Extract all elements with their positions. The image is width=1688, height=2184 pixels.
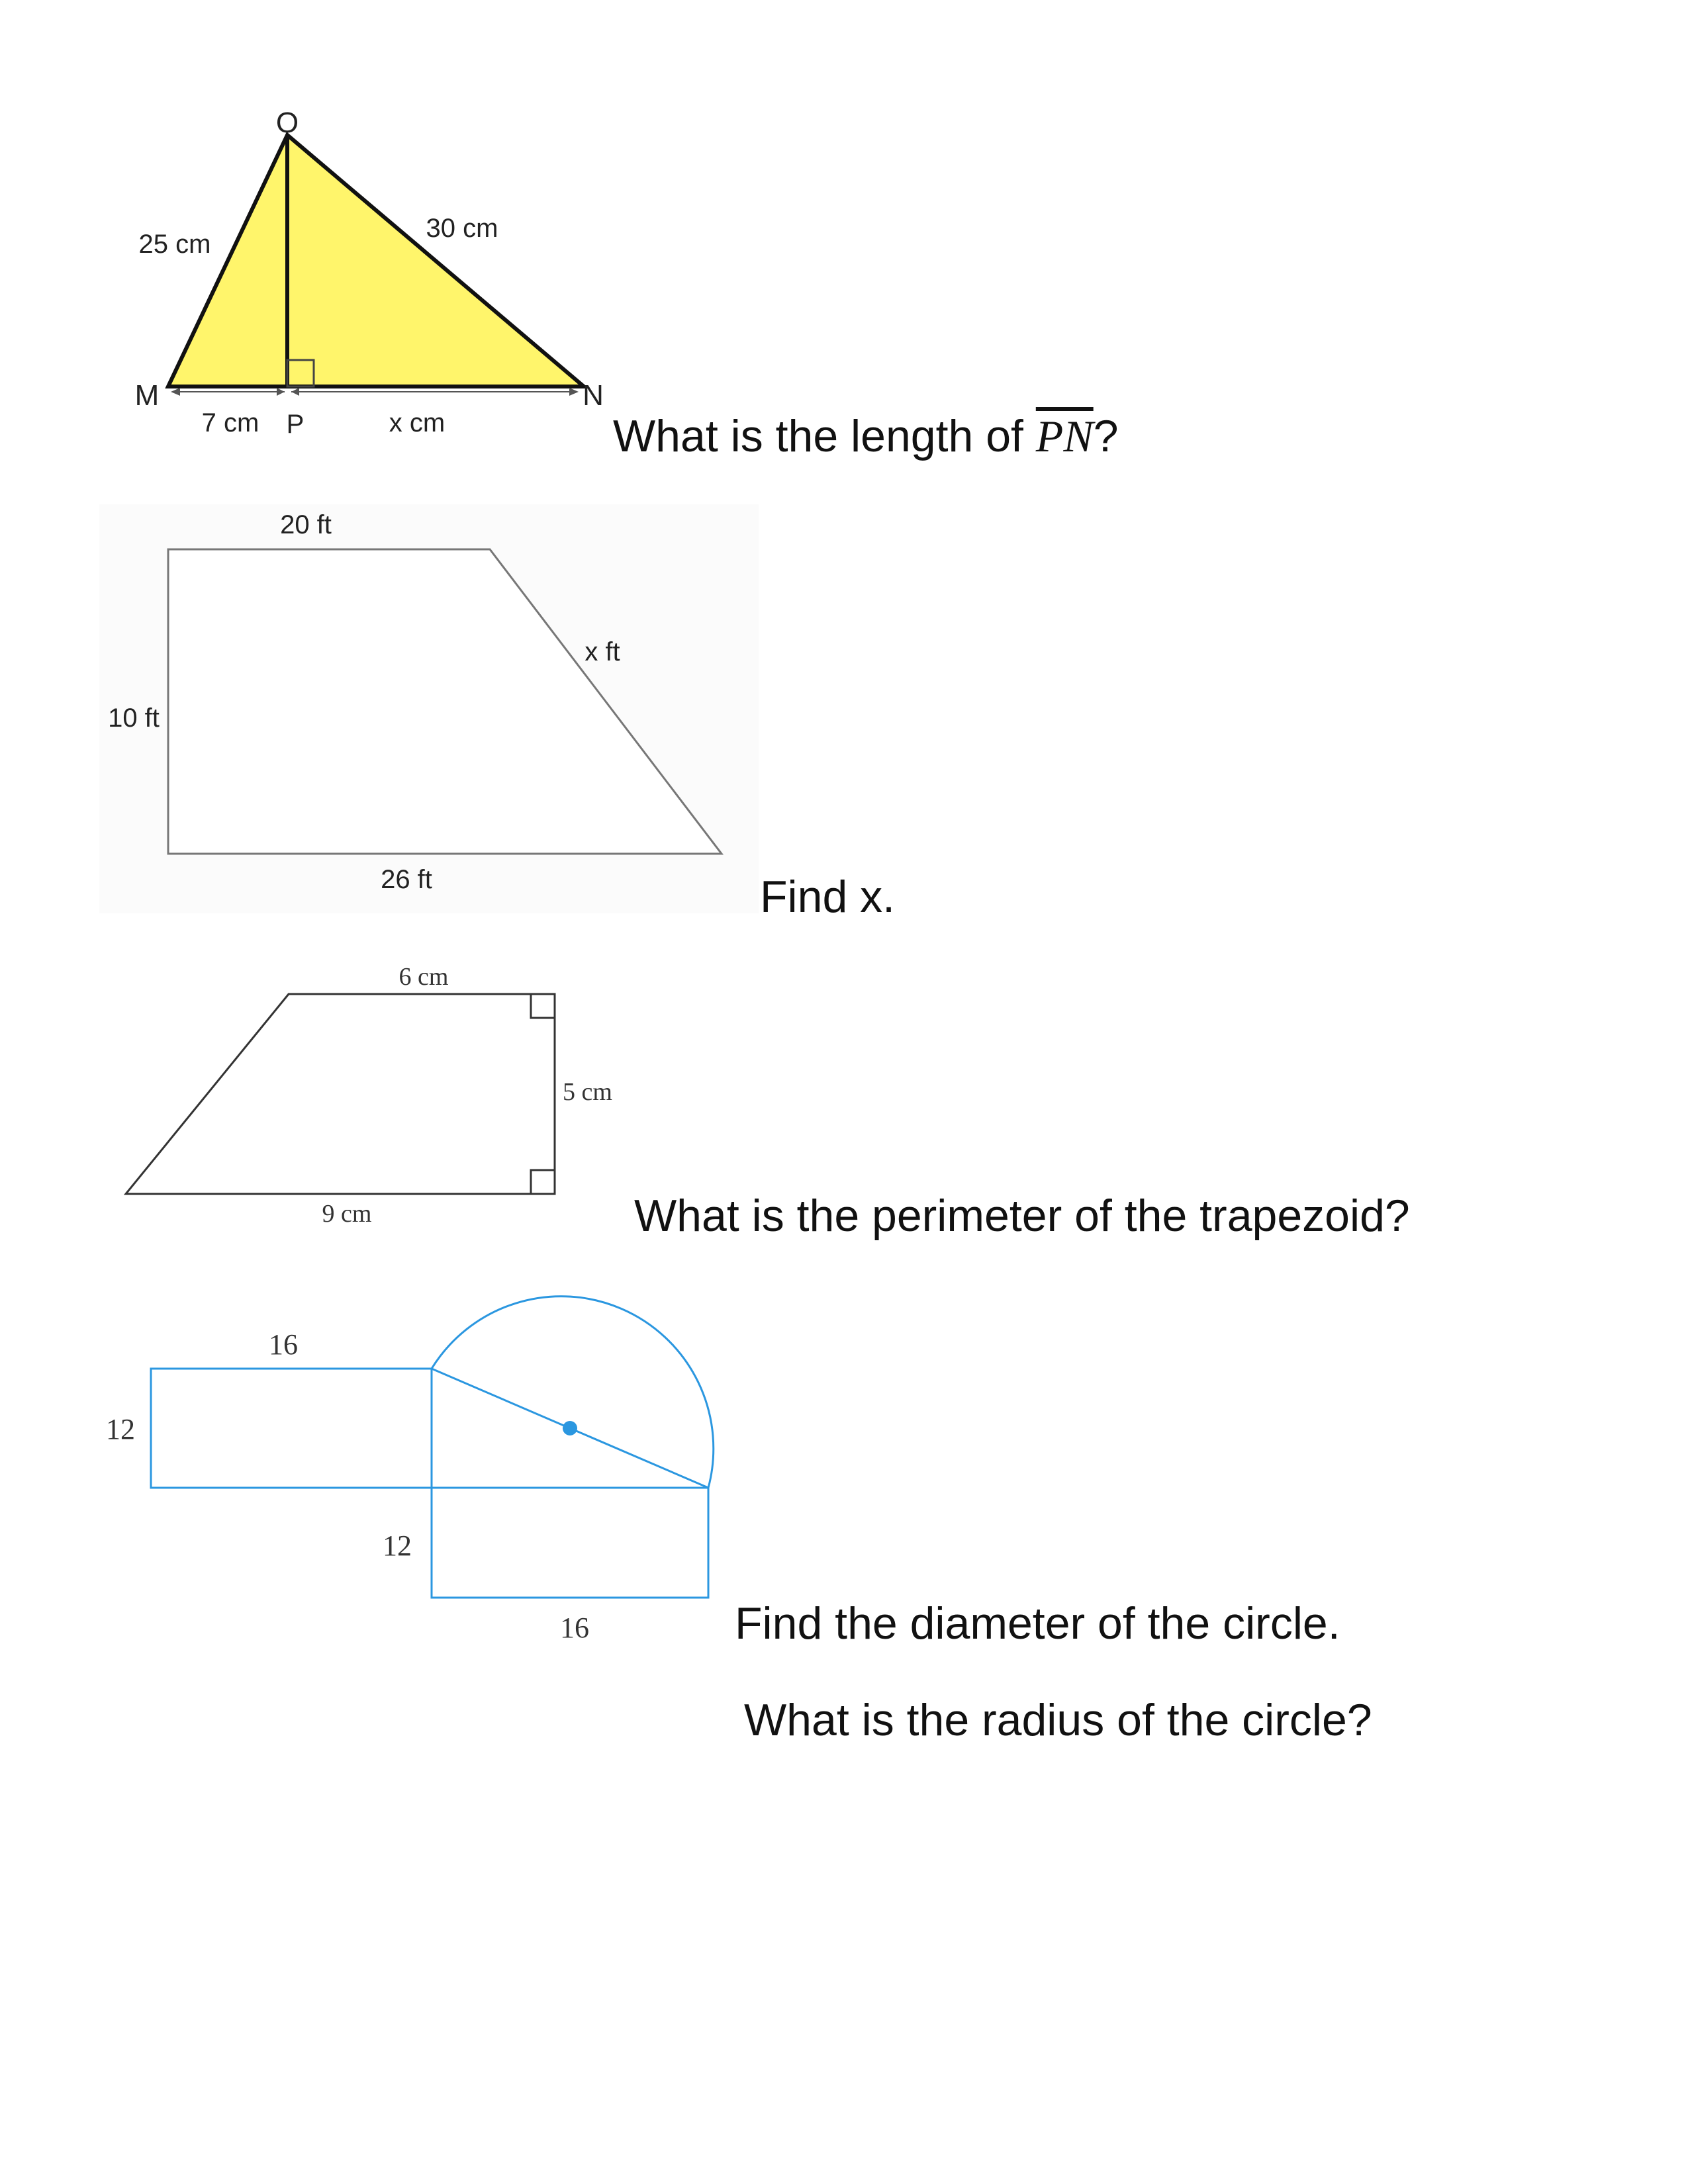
label-rect2-height: 12 xyxy=(383,1529,412,1562)
right-angle-mark-bottom xyxy=(531,1170,555,1194)
label-seg-pn: x cm xyxy=(389,408,445,437)
label-left-10ft: 10 ft xyxy=(108,704,160,733)
arrow-head-p-right xyxy=(291,388,299,396)
semicircle-arc xyxy=(432,1297,714,1488)
segment-pn: $\overline{PN}$ xyxy=(1035,411,1094,461)
question-pn-length xyxy=(613,410,1119,463)
label-side-mo: 25 cm xyxy=(138,230,211,259)
label-rect1-height: 12 xyxy=(106,1413,135,1445)
vertex-o: O xyxy=(275,107,299,139)
question-diameter: Find the diameter of the circle. xyxy=(735,1598,1340,1649)
label-right-5cm: 5 cm xyxy=(563,1078,612,1106)
right-angle-mark-top xyxy=(531,994,555,1018)
rectangle-right xyxy=(432,1488,708,1598)
rectangle-left xyxy=(151,1369,432,1488)
question-find-x: Find x. xyxy=(760,872,896,922)
trapezoid-cm xyxy=(126,994,555,1194)
circle-center-dot xyxy=(563,1421,577,1435)
arrow-head-p-left xyxy=(277,388,285,396)
trapezoid-cm-figure xyxy=(126,963,612,1228)
label-slant-xft: x ft xyxy=(585,637,620,666)
trapezoid-ft-figure xyxy=(99,504,759,913)
arrow-head-m xyxy=(171,388,180,396)
label-top-20ft: 20 ft xyxy=(280,510,332,539)
triangle-figure xyxy=(135,107,604,439)
label-bottom-26ft: 26 ft xyxy=(381,865,432,894)
vertex-n: N xyxy=(583,379,604,412)
label-side-on: 30 cm xyxy=(426,214,498,243)
question-pn-prefix: What is the length of xyxy=(613,411,1036,461)
vertex-m: M xyxy=(134,379,160,412)
question-radius: What is the radius of the circle? xyxy=(744,1695,1372,1745)
question-perimeter: What is the perimeter of the trapezoid? xyxy=(634,1191,1410,1241)
label-rect1-width: 16 xyxy=(269,1328,298,1361)
arrow-head-n xyxy=(569,388,579,396)
vertex-p: P xyxy=(286,410,305,439)
circle-rectangles-figure xyxy=(106,1297,714,1644)
label-top-6cm: 6 cm xyxy=(399,963,449,991)
triangle-mon xyxy=(168,135,584,387)
label-bottom-9cm: 9 cm xyxy=(322,1200,372,1228)
label-rect2-width: 16 xyxy=(560,1612,589,1644)
label-seg-mp: 7 cm xyxy=(201,408,259,437)
question-pn-suffix: ? xyxy=(1093,411,1119,461)
